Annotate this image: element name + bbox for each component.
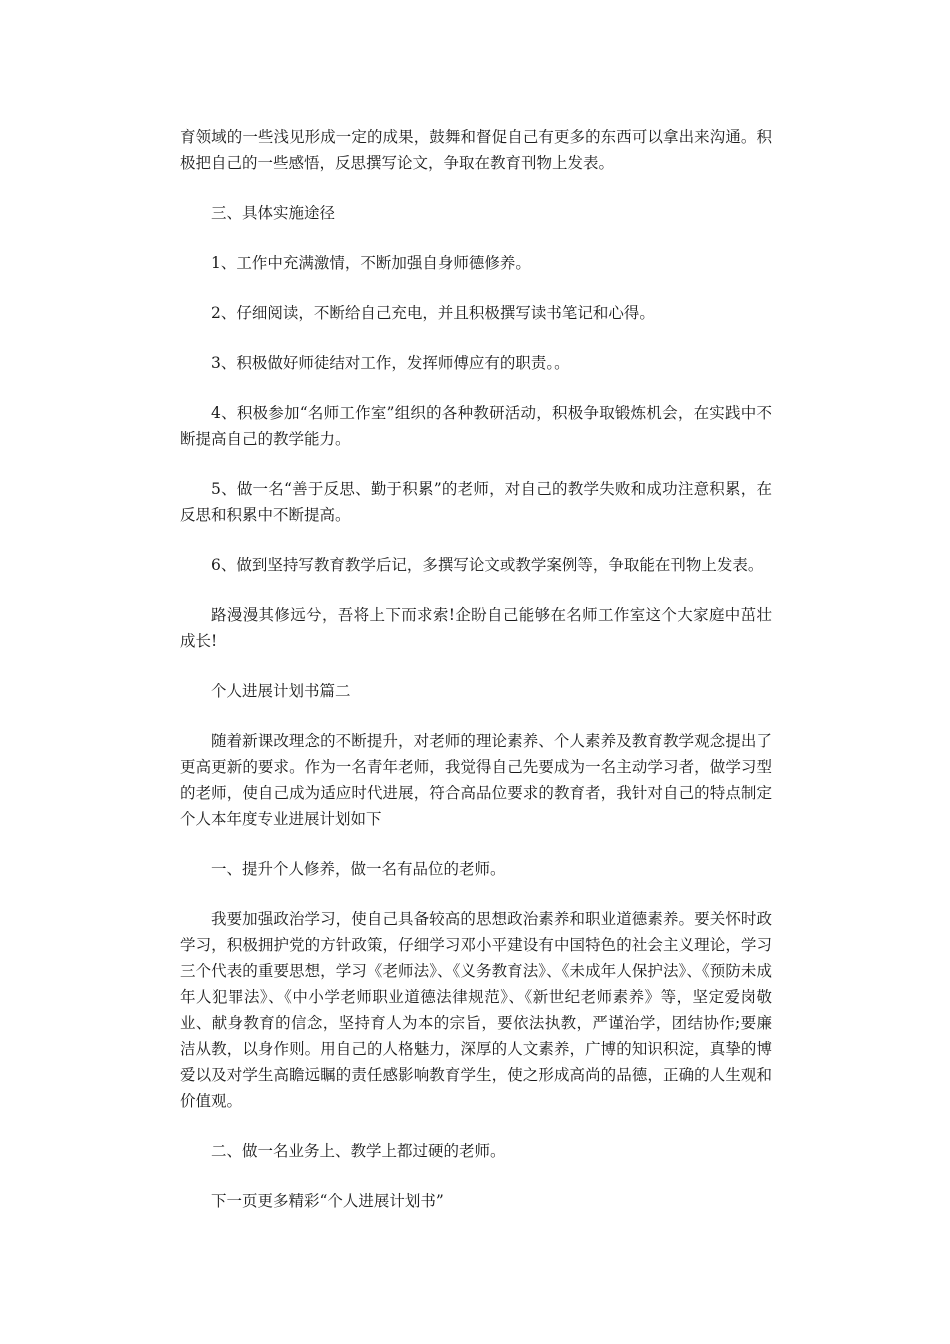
intro-paragraph: 随着新课改理念的不断提升，对老师的理论素养、个人素养及教育教学观念提出了更高更新的要求。作为一名青年老师，我觉得自己先要成为一名主动学习者，做学习型的老师，使自己成为适应时代进展，符合高品位要求的教育者，我针对自己的特点制定个人本年度专业进展计划如下 — [180, 732, 772, 828]
section-heading-self-cultivation: 一、提升个人修养，做一名有品位的老师。 — [211, 860, 506, 878]
section-heading-implementation: 三、具体实施途径 — [211, 204, 336, 222]
section-heading-professional: 二、做一名业务上、教学上都过硬的老师。 — [211, 1142, 506, 1160]
list-item-1: 1、工作中充满激情，不断加强自身师德修养。 — [211, 254, 531, 272]
list-item-3: 3、积极做好师徒结对工作，发挥师傅应有的职责。。 — [211, 354, 570, 372]
article-title-part-two: 个人进展计划书篇二 — [211, 682, 351, 700]
list-item-6: 6、做到坚持写教育教学后记，多撰写论文或教学案例等，争取能在刊物上发表。 — [211, 556, 764, 574]
document-body — [180, 124, 772, 1238]
closing-paragraph: 路漫漫其修远兮，吾将上下而求索!企盼自己能够在名师工作室这个大家庭中茁壮成长! — [180, 606, 772, 650]
body-paragraph-political-study: 我要加强政治学习，使自己具备较高的思想政治素养和职业道德素养。要关怀时政学习，积极拥护党的方针政策，仔细学习邓小平建设有中国特色的社会主义理论，学习三个代表的重要思想，学习《老师法》、《义务教育法》、《未成年人保护法》、《预防未成年人犯罪法》、《中小学老师职业道德法律规范》、《新世纪老师素养》等，坚定爱岗敬业、献身教育的信念，坚持育人为本的宗旨，要依法执教，严谨治学，团结协作;要廉洁从教，以身作则。用自己的人格魅力，深厚的人文素养，广博的知识积淀，真挚的博爱以及对学生高瞻远瞩的责任感影响教育学生，使之形成高尚的品德，正确的人生观和价值观。 — [180, 910, 772, 1110]
list-item-4: 4、积极参加“名师工作室”组织的各种教研活动，积极争取锻炼机会，在实践中不断提高自己的教学能力。 — [180, 404, 772, 448]
list-item-5: 5、做一名“善于反思、勤于积累”的老师，对自己的教学失败和成功注意积累，在反思和积累中不断提高。 — [180, 480, 772, 524]
list-item-2: 2、仔细阅读，不断给自己充电，并且积极撰写读书笔记和心得。 — [211, 304, 655, 322]
next-page-link[interactable]: 下一页更多精彩“个人进展计划书” — [211, 1192, 444, 1210]
paragraph-continuation: 育领域的一些浅见形成一定的成果，鼓舞和督促自己有更多的东西可以拿出来沟通。积极把自己的一些感悟，反思撰写论文，争取在教育刊物上发表。 — [180, 128, 772, 172]
